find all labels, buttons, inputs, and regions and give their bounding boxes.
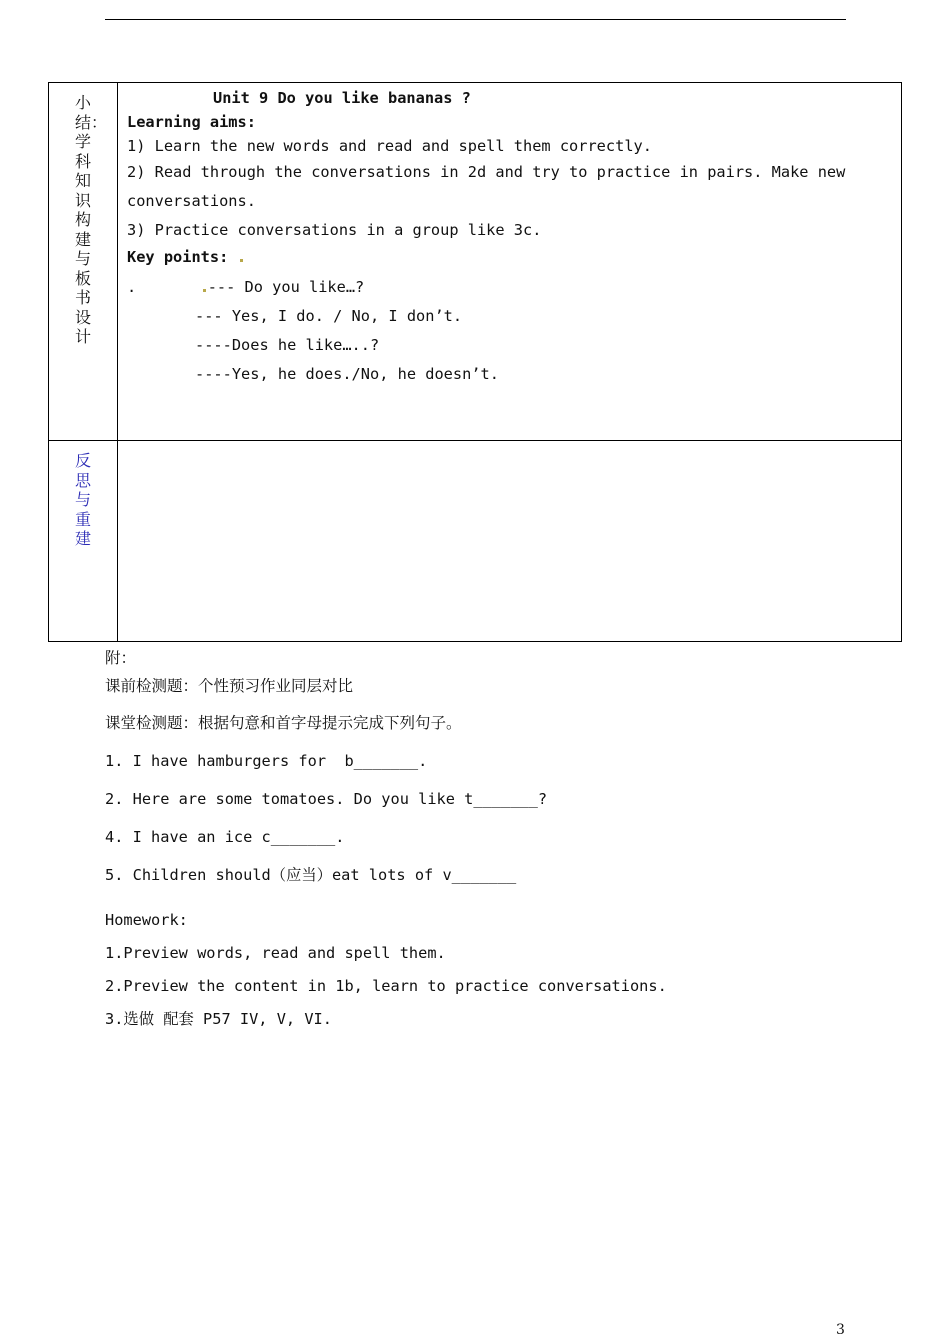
exercise-1: 1. I have hamburgers for b_______. <box>105 752 428 770</box>
appendix-label: 附： <box>105 649 137 667</box>
mark-dot <box>240 259 243 262</box>
mark-dot <box>203 289 206 292</box>
preview-test: 课前检测题：个性预习作业同层对比 <box>105 677 354 695</box>
exercise-5: 5. Children should（应当）eat lots of v_______ <box>105 866 517 884</box>
homework-label: Homework: <box>105 911 188 929</box>
aim-2: 2) Read through the conversations in 2d and try to practice in pairs. Make new <box>127 163 846 181</box>
exercise-2: 2. Here are some tomatoes. Do you like t_______? <box>105 790 548 808</box>
homework-3: 3.选做 配套 P57 IV, V, VI. <box>105 1010 332 1028</box>
reflect-side-cell <box>49 441 118 642</box>
appendix-section <box>105 648 905 1036</box>
aim-3: 3) Practice conversations in a group like 3c. <box>127 221 542 239</box>
summary-side-cell <box>49 83 118 441</box>
aim-2-cont: conversations. <box>127 192 256 210</box>
aim-1: 1) Learn the new words and read and spell them correctly. <box>127 137 652 155</box>
reflect-label: 反思与重建 <box>75 451 92 548</box>
page-number: 3 <box>836 1322 845 1338</box>
summary-label: 小结：学科知识构建与板书设计 <box>75 93 108 346</box>
lesson-table <box>48 82 902 642</box>
key-lead: . <box>127 278 137 296</box>
keypoint-1-row <box>127 273 893 302</box>
summary-content-cell <box>118 83 902 441</box>
key-points-row <box>127 245 893 269</box>
class-test: 课堂检测题：根据句意和首字母提示完成下列句子。 <box>105 714 462 732</box>
header-rule <box>105 19 846 20</box>
key-points-heading: Key points: <box>127 248 229 266</box>
reflect-row <box>49 441 902 642</box>
homework-1: 1.Preview words, read and spell them. <box>105 944 446 962</box>
keypoint-4: ----Yes, he does./No, he doesn’t. <box>195 365 499 383</box>
reflect-content-cell <box>118 441 902 642</box>
exercise-4: 4. I have an ice c_______. <box>105 828 345 846</box>
unit-title: Unit 9 Do you like bananas ? <box>213 89 471 107</box>
summary-row <box>49 83 902 441</box>
keypoint-2: --- Yes, I do. / No, I don’t. <box>195 307 463 325</box>
aims-heading: Learning aims: <box>127 113 256 131</box>
homework-2: 2.Preview the content in 1b, learn to practice conversations. <box>105 977 667 995</box>
keypoint-1: --- Do you like…? <box>207 278 365 296</box>
keypoint-3: ----Does he like…..? <box>195 336 380 354</box>
